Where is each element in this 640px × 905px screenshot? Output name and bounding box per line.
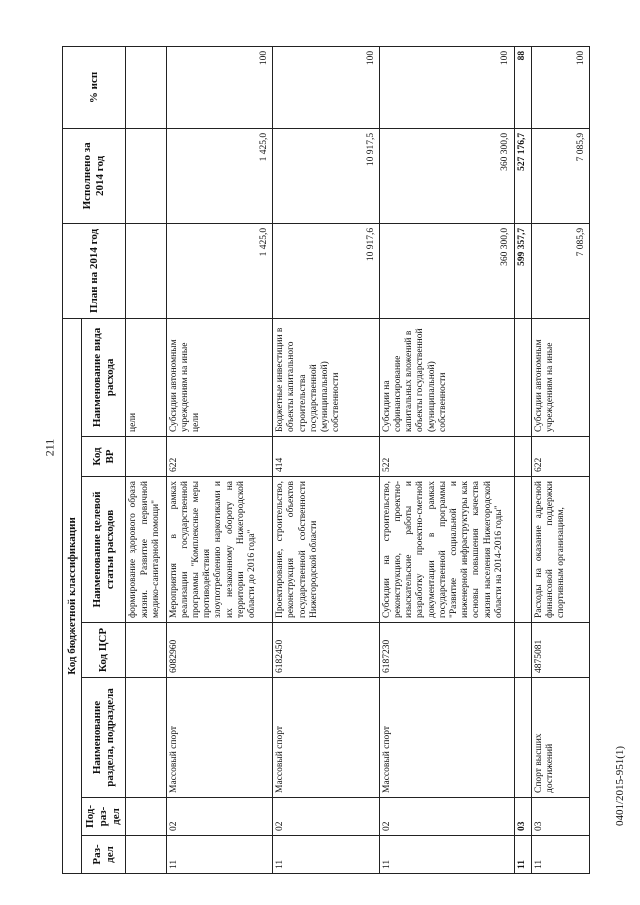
- plan-cell: 360 300,0: [379, 223, 514, 318]
- col-header-csr-name: Наименование целевой статьи расходов: [82, 477, 126, 623]
- col-header-podrazdel: Под-раз-дел: [82, 798, 126, 836]
- empty-cell: [514, 678, 531, 798]
- plan-cell: [126, 223, 166, 318]
- fact-cell: 527 176,7: [514, 128, 531, 223]
- plan-cell: 599 357,7: [514, 223, 531, 318]
- table-row: [379, 46, 514, 873]
- empty-cell: [514, 623, 531, 678]
- podrazdel-cell: 03: [531, 798, 589, 836]
- vr-code-cell: 522: [379, 437, 514, 477]
- pct-cell: 100: [166, 46, 273, 128]
- razdel-cell: 11: [531, 836, 589, 874]
- col-header-vr: Код ВР: [82, 437, 126, 477]
- budget-table-page: [62, 47, 590, 874]
- vr-code-cell: [126, 437, 166, 477]
- csr-name-cell: формирование здорового образа жизни. Развитие первичной медико-санитарной помощи": [126, 477, 166, 623]
- empty-cell: [514, 477, 531, 623]
- csr-name-cell: Субсидии на строительство, реконструкцию, проектно-изыскательские работы и разработку проектно-сметной документации в рамках государственной программы "Развитие социальной и инженерной инфраструктуры как основы повышения качества жизни населения Нижегородской области на 2014-2016 годы": [379, 477, 514, 623]
- pct-cell: 88: [514, 46, 531, 128]
- podrazdel-cell: 02: [379, 798, 514, 836]
- plan-cell: 1 425,0: [166, 223, 273, 318]
- fact-cell: 360 300,0: [379, 128, 514, 223]
- razdel-cell: 11: [166, 836, 273, 874]
- budget-table: [62, 46, 590, 874]
- fact-cell: [126, 128, 166, 223]
- razdel-cell: 11: [514, 836, 531, 874]
- section-name-cell: Массовый спорт: [379, 678, 514, 798]
- section-name-cell: Массовый спорт: [166, 678, 273, 798]
- col-header-pct: % исп: [63, 46, 126, 128]
- col-header-vr-name: Наименование вида расхода: [82, 318, 126, 436]
- col-header-plan: План на 2014 год: [63, 223, 126, 318]
- csr-code-cell: 4875081: [531, 623, 589, 678]
- csr-name-cell: Расходы на оказание адресной финансовой поддержки спортивным организациям,: [531, 477, 589, 623]
- table-row: [166, 46, 273, 873]
- podrazdel-cell: [126, 798, 166, 836]
- page-number: 211: [42, 438, 57, 457]
- subtotal-row: [514, 46, 531, 873]
- table-row: [531, 46, 589, 873]
- plan-cell: 10 917,6: [273, 223, 380, 318]
- col-header-csr: Код ЦСР: [82, 623, 126, 678]
- vr-name-cell: Субсидии автономным учреждениям на иные цели: [166, 318, 273, 436]
- csr-code-cell: 6082960: [166, 623, 273, 678]
- csr-code-cell: 6187230: [379, 623, 514, 678]
- pct-cell: 100: [273, 46, 380, 128]
- vr-code-cell: 622: [166, 437, 273, 477]
- razdel-cell: 11: [273, 836, 380, 874]
- csr-code-cell: 6182450: [273, 623, 380, 678]
- fact-cell: 10 917,5: [273, 128, 380, 223]
- document-code: 0401/2015-951(1): [614, 745, 626, 827]
- pct-cell: 100: [531, 46, 589, 128]
- vr-name-cell: Субсидии автономным учреждениям на иные: [531, 318, 589, 436]
- razdel-cell: [126, 836, 166, 874]
- section-name-cell: [126, 678, 166, 798]
- section-name-cell: Массовый спорт: [273, 678, 380, 798]
- vr-code-cell: 622: [531, 437, 589, 477]
- vr-name-cell: цели: [126, 318, 166, 436]
- pct-cell: 100: [379, 46, 514, 128]
- podrazdel-cell: 02: [166, 798, 273, 836]
- table-row: [273, 46, 380, 873]
- vr-name-cell: Субсидии на софинансирование капитальных вложений в объекты государственной (муниципальной) собственности: [379, 318, 514, 436]
- plan-cell: 7 085,9: [531, 223, 589, 318]
- section-name-cell: Спорт высших достижений: [531, 678, 589, 798]
- csr-name-cell: Мероприятия в рамках реализации государственной программы "Комплексные меры противодействия злоупотреблению наркотиками и их незаконному обороту на территории Нижегородской области до 2016 года": [166, 477, 273, 623]
- csr-name-cell: Проектирование, строительство, реконструкция объектов государственной собственности Нижегородской области: [273, 477, 380, 623]
- vr-code-cell: 414: [273, 437, 380, 477]
- csr-code-cell: [126, 623, 166, 678]
- razdel-cell: 11: [379, 836, 514, 874]
- empty-cell: [514, 318, 531, 436]
- fact-cell: 1 425,0: [166, 128, 273, 223]
- pct-cell: [126, 46, 166, 128]
- table-row: [126, 46, 166, 873]
- vr-name-cell: Бюджетные инвестиции в объекты капитального строительства государственной (муниципальной) собственности: [273, 318, 380, 436]
- col-header-razdel: Раз-дел: [82, 836, 126, 874]
- empty-cell: [514, 437, 531, 477]
- group-header: Код бюджетной классификации: [63, 318, 82, 873]
- col-header-fact: Исполнено за 2014 год: [63, 128, 126, 223]
- fact-cell: 7 085,9: [531, 128, 589, 223]
- podrazdel-cell: 02: [273, 798, 380, 836]
- podrazdel-cell: 03: [514, 798, 531, 836]
- col-header-name: Наименование раздела, подраздела: [82, 678, 126, 798]
